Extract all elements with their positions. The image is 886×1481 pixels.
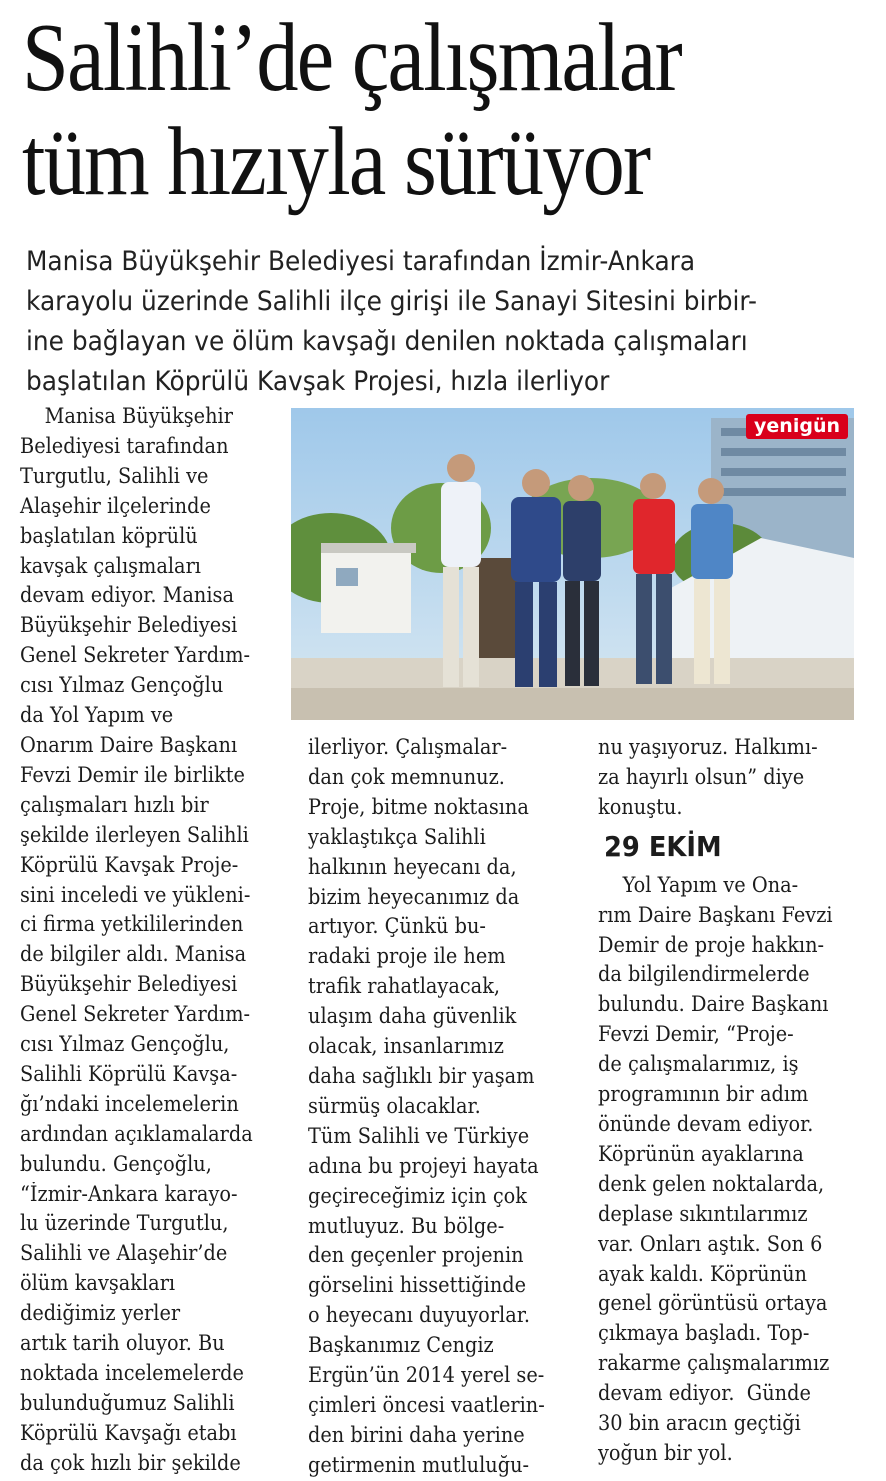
body-line: rım Daire Başkanı Fevzi [598, 902, 833, 927]
body-line: radaki proje ile hem [308, 944, 506, 969]
body-line: deplase sıkıntılarımız [598, 1201, 808, 1226]
body-line: Genel Sekreter Yardım- [20, 643, 251, 668]
body-line: Proje, bitme noktasına [308, 794, 529, 819]
body-line: ğı’ndaki incelemelerin [20, 1091, 239, 1116]
body-line: Salihli Köprülü Kavşa- [20, 1061, 238, 1086]
body-line: Köprülü Kavşağı etabı [20, 1420, 237, 1445]
body-line: Ergün’ün 2014 yerel se- [308, 1363, 545, 1388]
body-line: da çok hızlı bir şekilde [20, 1450, 241, 1475]
body-line: Manisa Büyükşehir [20, 404, 233, 428]
body-line: nu yaşıyoruz. Halkımı- [598, 735, 818, 759]
body-line: Alaşehir ilçelerinde [20, 493, 211, 518]
body-line: de çalışmalarımız, iş [598, 1052, 799, 1077]
body-line: sürmüş olacaklar. [308, 1093, 481, 1118]
deck-line: Manisa Büyükşehir Belediyesi tarafından İzmir-Ankara [26, 246, 696, 277]
body-line: daha sağlıklı bir yaşam [308, 1063, 535, 1088]
body-line: den birini daha yerine [308, 1422, 525, 1447]
headline-line: tüm hızıyla sürüyor [22, 108, 650, 216]
body-line: Tüm Salihli ve Türkiye [308, 1123, 530, 1148]
body-line: sini inceledi ve yükleni- [20, 882, 251, 907]
body-line: kavşak çalışmaları [20, 553, 201, 578]
deck-line: karayolu üzerinde Salihli ilçe girişi ile Sanayi Sitesini birbir- [26, 286, 757, 317]
newspaper-logo: yenigün [746, 414, 848, 439]
body-line: rakarme çalışmalarımız [598, 1351, 830, 1376]
photo-illustration [291, 408, 854, 720]
body-line: trafik rahatlayacak, [308, 974, 501, 999]
body-line: artıyor. Çünkü bu- [308, 914, 486, 939]
body-line: ci firma yetkililerinden [20, 912, 244, 937]
body-line: devam ediyor. Günde [598, 1381, 811, 1406]
deck-line: ine bağlayan ve ölüm kavşağı denilen noktada çalışmaları [26, 326, 748, 357]
body-line: cısı Yılmaz Gençoğlu, [20, 1032, 230, 1057]
body-line: programının bir adım [598, 1082, 809, 1107]
body-line: da Yol Yapım ve [20, 703, 174, 728]
body-line: mutluyuz. Bu bölge- [308, 1213, 505, 1238]
body-line: Fevzi Demir ile birlikte [20, 762, 245, 787]
body-line: Belediyesi tarafından [20, 433, 229, 458]
body-line: bulunduğumuz Salihli [20, 1390, 235, 1415]
body-line: geçireceğimiz için çok [308, 1183, 528, 1208]
body-line: genel görüntüsü ortaya [598, 1291, 828, 1316]
body-line: Turgutlu, Salihli ve [20, 463, 209, 488]
body-line: ayak kaldı. Köprünün [598, 1261, 807, 1286]
body-line: “İzmir-Ankara karayo- [20, 1181, 238, 1206]
body-column-1 [20, 402, 290, 1479]
body-line: Fevzi Demir, “Proje- [598, 1022, 794, 1047]
body-line: görselini hissettiğinde [308, 1273, 527, 1298]
body-line: 30 bin aracın geçtiği [598, 1411, 801, 1436]
body-line: de bilgiler aldı. Manisa [20, 942, 247, 967]
headline-line: Salihli’de çalışmalar [22, 4, 681, 112]
body-line: yaklaştıkça Salihli [308, 824, 486, 849]
body-line: noktada incelemelerde [20, 1361, 244, 1385]
article-deck [26, 242, 876, 402]
headline [22, 6, 753, 214]
body-line: Yol Yapım ve Ona- [598, 872, 799, 897]
body-line: getirmenin mutluluğu- [308, 1452, 530, 1477]
body-line: ilerliyor. Çalışmalar- [308, 735, 508, 759]
body-line: dediğimiz yerler [20, 1301, 181, 1326]
body-line: Demir de proje hakkın- [598, 932, 825, 957]
body-line: olacak, insanlarımız [308, 1034, 504, 1059]
body-line: dan çok memnunuz. [308, 764, 505, 789]
body-line: önünde devam ediyor. [598, 1111, 814, 1136]
body-line: den geçenler projenin [308, 1243, 524, 1268]
body-line: şekilde ilerleyen Salihli [20, 822, 249, 847]
body-line: cısı Yılmaz Gençoğlu [20, 673, 224, 698]
body-line: Köprünün ayaklarına [598, 1141, 804, 1166]
body-line: devam ediyor. Manisa [20, 583, 234, 608]
body-line: çimleri öncesi vaatlerin- [308, 1392, 545, 1417]
body-line: da bilgilendirmelerde [598, 962, 810, 987]
body-line: za hayırlı olsun” diye [598, 764, 805, 789]
article-photo [291, 408, 854, 720]
body-line: artık tarih oluyor. Bu [20, 1331, 225, 1356]
body-line: o heyecanı duyuyorlar. [308, 1303, 531, 1328]
body-line: lu üzerinde Turgutlu, [20, 1211, 229, 1236]
body-line: adına bu projeyi hayata [308, 1153, 539, 1178]
body-line: ardından açıklamalarda [20, 1121, 253, 1146]
body-line: Genel Sekreter Yardım- [20, 1002, 251, 1027]
body-line: ölüm kavşakları [20, 1271, 176, 1296]
body-column-2 [308, 733, 578, 1481]
body-line: Başkanımız Cengiz [308, 1333, 494, 1358]
body-line: başlatılan köprülü [20, 523, 198, 548]
body-line: denk gelen noktalarda, [598, 1171, 825, 1196]
body-line: Büyükşehir Belediyesi [20, 613, 238, 638]
body-line: halkının heyecanı da, [308, 854, 517, 879]
body-line: Onarım Daire Başkanı [20, 732, 238, 757]
body-line: bulundu. Daire Başkanı [598, 992, 829, 1017]
body-line: Büyükşehir Belediyesi [20, 972, 238, 997]
body-line: Köprülü Kavşak Proje- [20, 852, 239, 877]
body-line: var. Onları aştık. Son 6 [598, 1231, 823, 1256]
body-line: bulundu. Gençoğlu, [20, 1151, 212, 1176]
body-line: Salihli ve Alaşehir’de [20, 1241, 228, 1266]
body-column-3 [598, 733, 868, 1469]
deck-line: başlatılan Köprülü Kavşak Projesi, hızla ilerliyor [26, 366, 610, 397]
section-subhead: 29 EKİM [604, 829, 722, 863]
body-line: çalışmaları hızlı bir [20, 792, 209, 817]
body-line: ulaşım daha güvenlik [308, 1004, 517, 1029]
body-line: yoğun bir yol. [598, 1440, 733, 1465]
body-line: çıkmaya başladı. Top- [598, 1321, 810, 1346]
body-line: bizim heyecanımız da [308, 884, 520, 909]
body-line: konuştu. [598, 794, 683, 819]
